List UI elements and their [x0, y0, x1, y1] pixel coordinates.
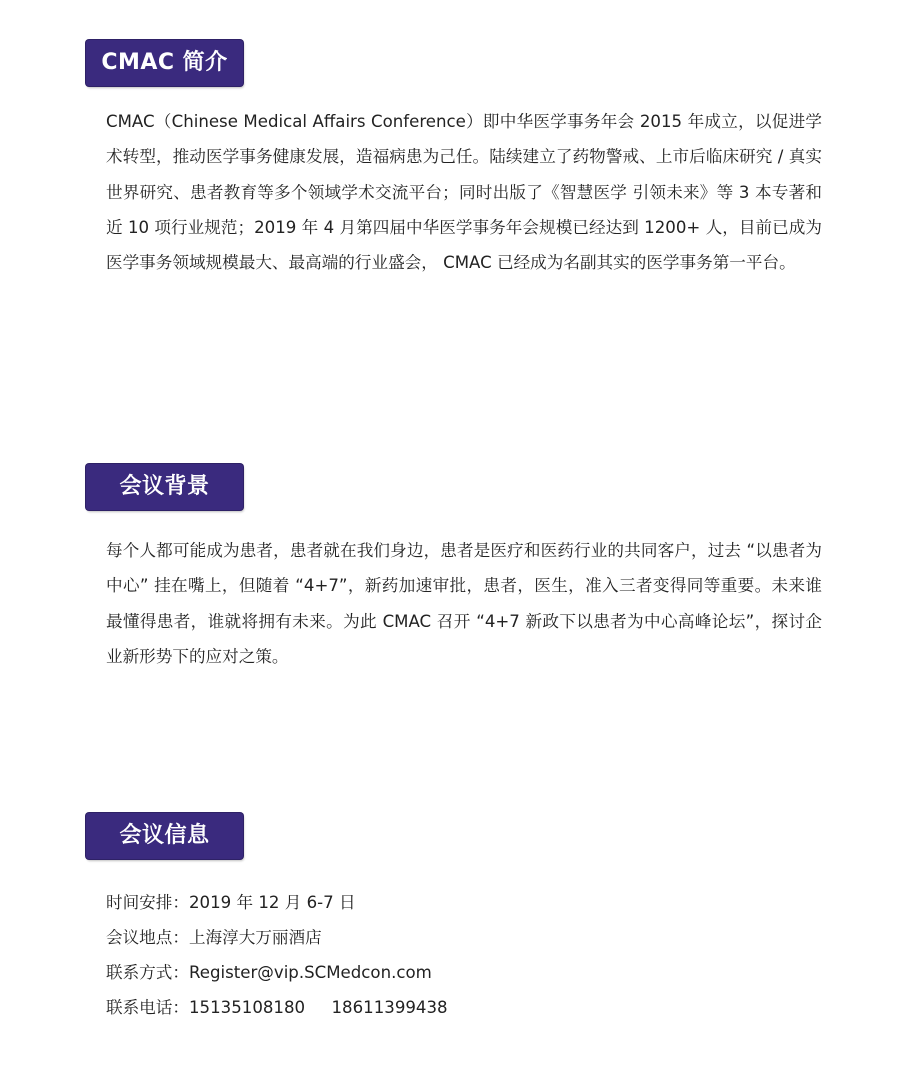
info-value: 上海淳大万丽酒店	[188, 928, 322, 947]
info-value: 2019 年 12 月 6-7 日	[188, 893, 356, 912]
info-label: 联系电话：	[106, 998, 189, 1017]
info-label: 联系方式：	[106, 963, 189, 982]
intro-paragraph: CMAC（Chinese Medical Affairs Conference）即中华医学事务年会 2015 年成立，以促进学术转型，推动医学事务健康发展，造福病患为己任。陆续建立了药物警戒、上市后临床研究 / 真实世界研究、患者教育等多个领域学术交流平台；同时出版了《智慧医学 引领未来》等 3 本专著和近 10 项行业规范；2019 年 4 月第四届中华医学事务年会规模已经达到 1200+ 人，目前已成为医学事务领域规模最大、最高端的行业盛会， CMAC 已经成为名副其实的医学事务第一平台。	[106, 112, 822, 273]
info-value-phone: 15135108180 18611399438	[188, 998, 448, 1017]
info-value-email: Register@vip.SCMedcon.com	[188, 963, 432, 982]
info-item-venue	[106, 920, 448, 955]
info-heading: 会议信息	[86, 813, 243, 859]
info-item-phone	[106, 990, 448, 1025]
intro-heading: CMAC 简介	[86, 40, 243, 86]
info-label: 会议地点：	[106, 928, 189, 947]
info-list	[106, 885, 448, 1025]
info-item-time	[106, 885, 448, 920]
background-paragraph: 每个人都可能成为患者，患者就在我们身边，患者是医疗和医药行业的共同客户，过去 “以患者为中心” 挂在嘴上，但随着 “4+7”，新药加速审批，患者，医生，准入三者变得同等重要。未来谁最懂得患者，谁就将拥有未来。为此 CMAC 召开 “4+7 新政下以患者为中心高峰论坛”，探讨企业新形势下的应对之策。	[106, 541, 822, 666]
info-label: 时间安排：	[106, 893, 189, 912]
info-item-contact	[106, 955, 448, 990]
background-heading: 会议背景	[86, 464, 243, 510]
